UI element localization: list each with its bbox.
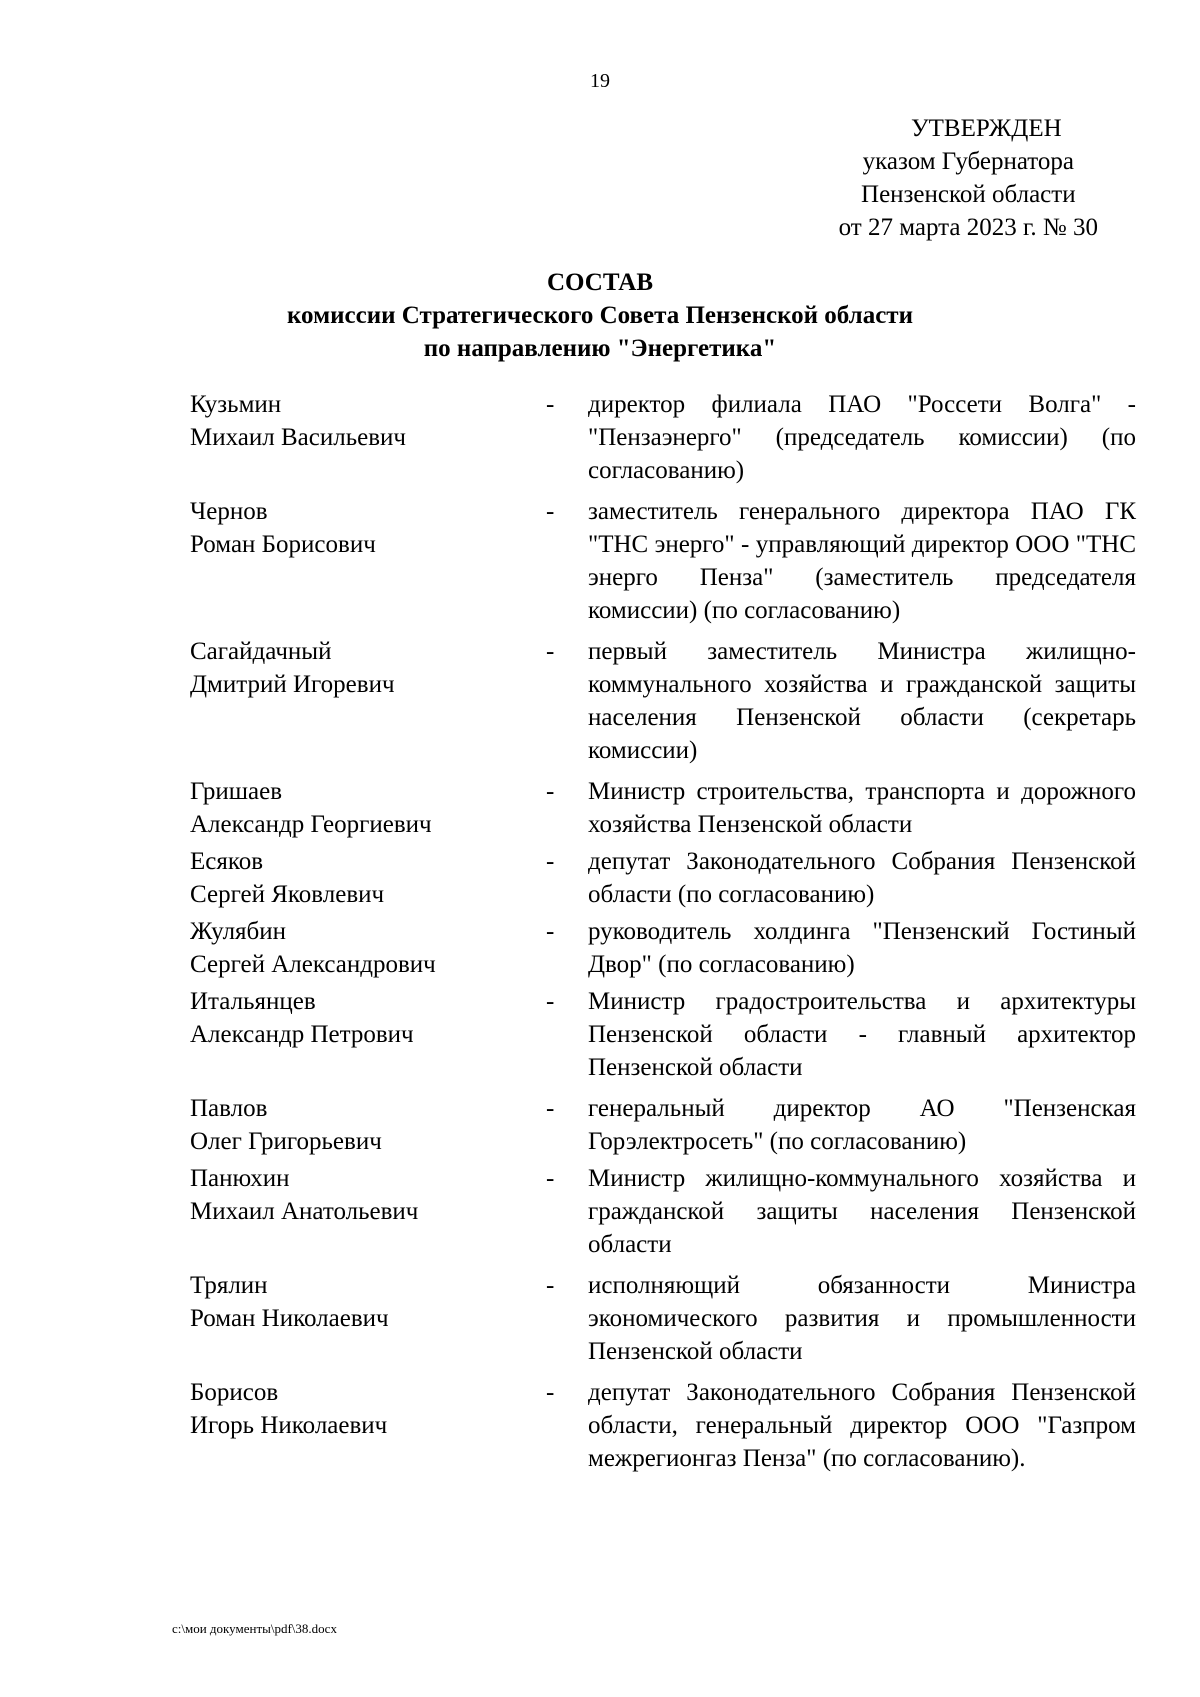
footer-file-path: c:\мои документы\pdf\38.docx (172, 1621, 337, 1636)
member-row (190, 388, 1136, 487)
member-given-names: Михаил Васильевич (190, 424, 406, 451)
member-row (190, 985, 1136, 1084)
member-role: первый заместитель Министра жилищно-коммунального хозяйства и гражданской защиты населения Пензенской области (секретарь комиссии) (588, 638, 1136, 764)
member-row (190, 775, 1136, 841)
member-given-names: Сергей Яковлевич (190, 881, 385, 908)
member-name (190, 1092, 546, 1158)
member-name (190, 1269, 546, 1335)
member-given-names: Михаил Анатольевич (190, 1198, 419, 1225)
member-row (190, 1376, 1136, 1475)
member-surname: Павлов (190, 1095, 268, 1122)
approval-line-1: УТВЕРЖДЕН (910, 115, 1062, 142)
member-given-names: Дмитрий Игоревич (190, 671, 395, 698)
member-role: Министр жилищно-коммунального хозяйства и гражданской защиты населения Пензенской области (588, 1165, 1136, 1258)
member-surname: Сагайдачный (190, 638, 332, 665)
member-role: директор филиала ПАО "Россети Волга" - "Пензаэнерго" (председатель комиссии) (по согласованию) (588, 391, 1136, 484)
member-role: заместитель генерального директора ПАО ГК "ТНС энерго" - управляющий директор ООО "ТНС энерго Пенза" (заместитель председателя комиссии) (по согласованию) (588, 498, 1136, 624)
approval-stamp (0, 112, 1098, 244)
member-given-names: Сергей Александрович (190, 951, 436, 978)
member-given-names: Игорь Николаевич (190, 1412, 388, 1439)
member-given-names: Александр Петрович (190, 1021, 414, 1048)
member-surname: Чернов (190, 498, 268, 525)
member-role: руководитель холдинга "Пензенский Гостиный Двор" (по согласованию) (588, 918, 1136, 978)
title-line-1: СОСТАВ (546, 269, 654, 296)
member-dash: - (546, 1272, 555, 1299)
member-dash: - (546, 1095, 555, 1122)
approval-line-3: Пензенской области (861, 181, 1076, 208)
member-role: Министр градостроительства и архитектуры Пензенской области - главный архитектор Пензенской области (588, 988, 1136, 1081)
member-surname: Жулябин (190, 918, 287, 945)
members-list (190, 388, 1136, 1475)
member-name (190, 495, 546, 561)
member-given-names: Александр Георгиевич (190, 811, 432, 838)
member-row (190, 845, 1136, 911)
member-name (190, 635, 546, 701)
member-dash: - (546, 848, 555, 875)
member-role: генеральный директор АО "Пензенская Горэлектросеть" (по согласованию) (588, 1095, 1136, 1155)
member-role: депутат Законодательного Собрания Пензенской области (по согласованию) (588, 848, 1136, 908)
approval-line-4: от 27 марта 2023 г. № 30 (838, 214, 1098, 241)
member-name (190, 985, 546, 1051)
member-surname: Борисов (190, 1379, 279, 1406)
member-dash: - (546, 988, 555, 1015)
document-title (0, 266, 1200, 365)
member-role: депутат Законодательного Собрания Пензенской области, генеральный директор ООО "Газпром межрегионгаз Пенза" (по согласованию). (588, 1379, 1136, 1472)
member-given-names: Роман Борисович (190, 531, 376, 558)
title-line-3: по направлению "Энергетика" (423, 335, 777, 362)
member-surname: Трялин (190, 1272, 268, 1299)
member-row (190, 495, 1136, 627)
member-name (190, 388, 546, 454)
member-role: Министр строительства, транспорта и дорожного хозяйства Пензенской области (588, 778, 1136, 838)
member-row (190, 915, 1136, 981)
member-row (190, 1092, 1136, 1158)
member-surname: Итальянцев (190, 988, 316, 1015)
member-dash: - (546, 918, 555, 945)
member-surname: Панюхин (190, 1165, 290, 1192)
member-role: исполняющий обязанности Министра экономического развития и промышленности Пензенской области (588, 1272, 1136, 1365)
member-name (190, 915, 546, 981)
member-surname: Кузьмин (190, 391, 282, 418)
member-name (190, 845, 546, 911)
member-dash: - (546, 498, 555, 525)
member-dash: - (546, 1379, 555, 1406)
member-name (190, 1376, 546, 1442)
member-dash: - (546, 1165, 555, 1192)
member-row (190, 635, 1136, 767)
member-row (190, 1162, 1136, 1261)
title-line-2: комиссии Стратегического Совета Пензенской области (286, 302, 913, 329)
member-dash: - (546, 778, 555, 805)
member-given-names: Олег Григорьевич (190, 1128, 382, 1155)
member-given-names: Роман Николаевич (190, 1305, 389, 1332)
approval-line-2: указом Губернатора (862, 148, 1074, 175)
member-name (190, 1162, 546, 1228)
member-surname: Есяков (190, 848, 264, 875)
member-name (190, 775, 546, 841)
member-surname: Гришаев (190, 778, 283, 805)
member-row (190, 1269, 1136, 1368)
member-dash: - (546, 638, 555, 665)
member-dash: - (546, 391, 555, 418)
page-number: 19 (590, 70, 610, 92)
